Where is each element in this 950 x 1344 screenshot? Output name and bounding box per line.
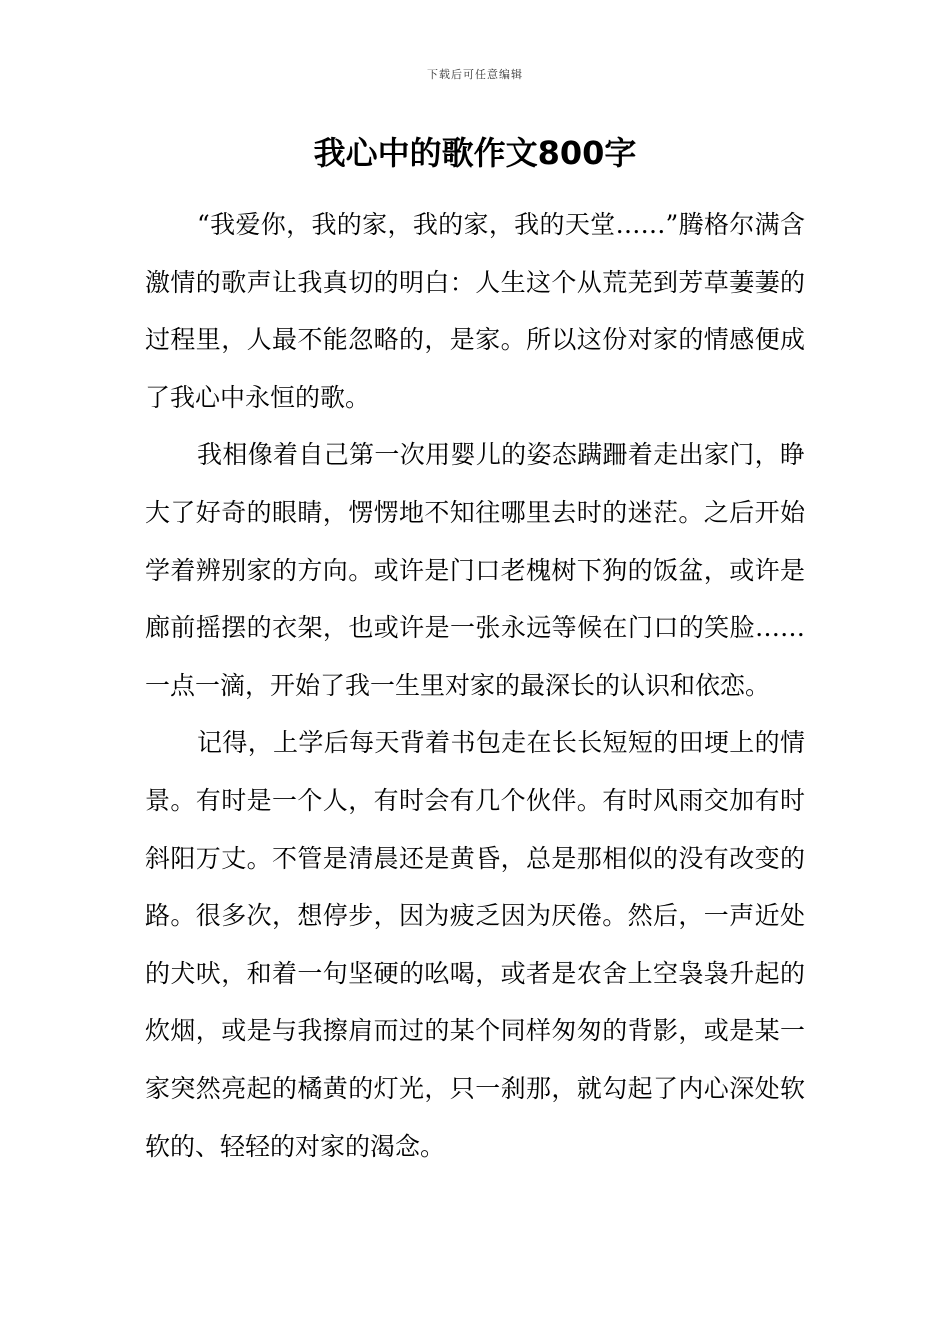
paragraph-3: 记得，上学后每天背着书包走在长长短短的田埂上的情景。有时是一个人，有时会有几个伙伴。有时风雨交加有时斜阳万丈。不管是清晨还是黄昏，总是那相似的没有改变的路。很多次，想停步，因为疲乏因为厌倦。然后，一声近处的犬吠，和着一句坚硬的吆喝，或者是农舍上空袅袅升起的炊烟，或是与我擦肩而过的某个同样匆匆的背影，或是某一家突然亮起的橘黄的灯光，只一刹那，就勾起了内心深处软软的、轻轻的对家的渴念。 (145, 728, 805, 1161)
paragraph-1: “我爱你，我的家，我的家，我的天堂……”腾格尔满含激情的歌声让我真切的明白：人生这个从荒芜到芳草萋萋的过程里，人最不能忽略的，是家。所以这份对家的情感便成了我心中永恒的歌。 (145, 210, 805, 412)
page-title: 我心中的歌作文800字 (313, 134, 637, 172)
header-note: 下载后可任意编辑 (427, 68, 523, 81)
paragraph-2: 我相像着自己第一次用婴儿的姿态蹒跚着走出家门，睁大了好奇的眼睛，愣愣地不知往哪里去时的迷茫。之后开始学着辨别家的方向。或许是门口老槐树下狗的饭盆，或许是廊前摇摆的衣架，也或许是一张永远等候在门口的笑脸……一点一滴，开始了我一生里对家的最深长的认识和依恋。 (145, 440, 805, 700)
article-body (145, 196, 805, 1175)
